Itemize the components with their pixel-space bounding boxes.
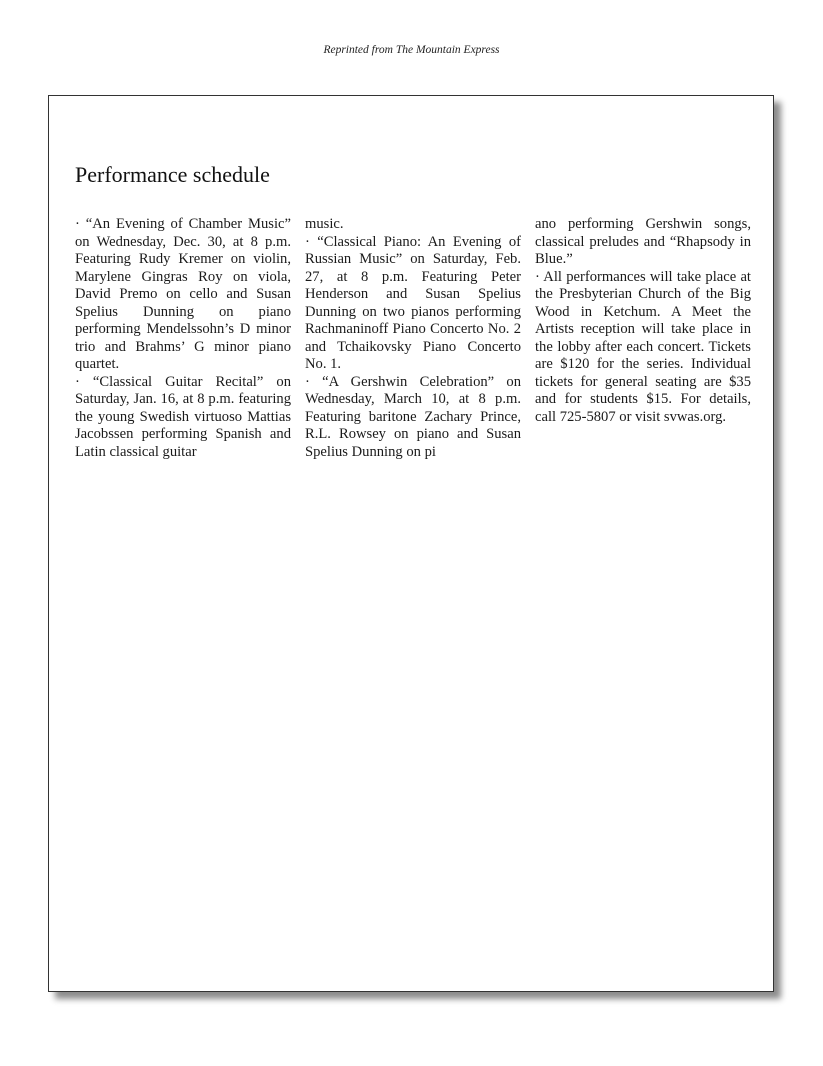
schedule-item-gershwin-continued: ano performing Gershwin songs, classical preludes and “Rhapsody in Blue.” (535, 216, 751, 267)
schedule-item-guitar-recital: · “Classical Guitar Recital” on Saturday, Jan. 16, at 8 p.m. featuring the young Swedish virtuoso Mattias Jacobssen performing Spanish and Latin classical guitar (75, 373, 291, 460)
text-columns (75, 216, 751, 461)
schedule-item-guitar-recital-continued: music. (305, 216, 344, 232)
venue-and-ticket-info: · All performances will take place at the Presbyterian Church of the Big Wood in Ketchum. A Meet the Artists reception will take place in the lobby after each concert. Tickets are $120 for the series. Individual tickets for general seating are $35 and for students $15. For details, call 725-5807 or visit svwas.org. (535, 268, 751, 425)
schedule-item-gershwin: · “A Gershwin Celebration” on Wednesday, March 10, at 8 p.m. Featuring baritone Zachary Prince, R.L. Rowsey on piano and Susan Spelius Dunning on pi (305, 373, 521, 460)
text-column-2 (305, 216, 521, 461)
schedule-item-russian-piano: · “Classical Piano: An Evening of Russian Music” on Saturday, Feb. 27, at 8 p.m. Featuring Peter Henderson and Susan Spelius Dunning on two pianos performing Rachmaninoff Piano Concerto No. 2 and Tchaikovsky Piano Concerto No. 1. (305, 233, 521, 372)
section-heading: Performance schedule (75, 162, 270, 187)
text-column-1 (75, 216, 291, 461)
reprint-note: Reprinted from The Mountain Express (323, 44, 500, 56)
schedule-item-chamber-music: · “An Evening of Chamber Music” on Wednesday, Dec. 30, at 8 p.m. Featuring Rudy Kremer on violin, Marylene Gingras Roy on viola, David Premo on cello and Susan Spelius Dunning on piano performing Mendelssohn’s D minor trio and Brahms’ G minor piano quartet. (75, 216, 291, 372)
article-frame (48, 95, 774, 992)
text-column-3 (535, 216, 751, 461)
